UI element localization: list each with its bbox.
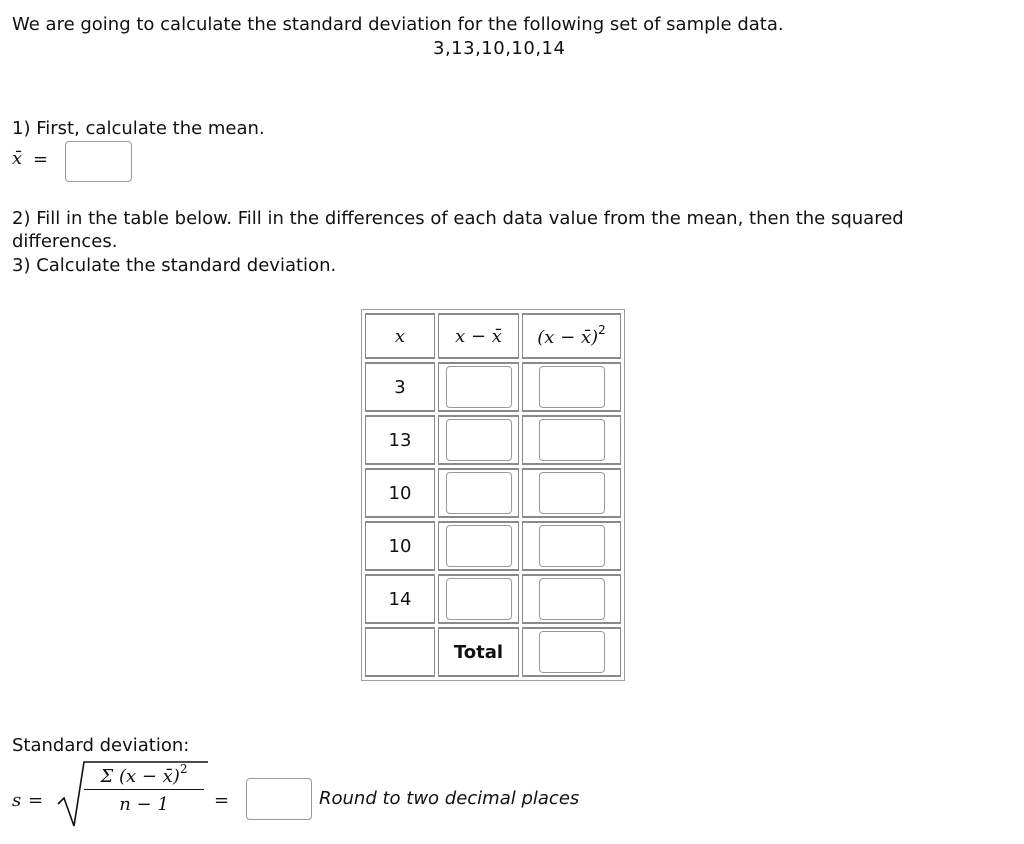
total-cell <box>522 627 621 677</box>
mean-input[interactable] <box>65 141 132 182</box>
table-row <box>365 574 621 624</box>
row-squared-cell <box>522 574 621 624</box>
row-x-value: 14 <box>365 574 435 624</box>
row-squared-cell <box>522 468 621 518</box>
fraction-denominator: n − 1 <box>119 794 169 815</box>
diff-input[interactable] <box>446 472 512 514</box>
table-total-row <box>365 627 621 677</box>
diff-input[interactable] <box>446 578 512 620</box>
std-dev-input[interactable] <box>246 778 312 820</box>
data-values: 3,13,10,10,14 <box>433 38 566 59</box>
diff-input[interactable] <box>446 366 512 408</box>
step1-label: 1) First, calculate the mean. <box>12 118 265 139</box>
row-x-value: 10 <box>365 468 435 518</box>
row-squared-cell <box>522 415 621 465</box>
row-diff-cell <box>438 574 519 624</box>
squared-input[interactable] <box>539 472 605 514</box>
row-x-value: 13 <box>365 415 435 465</box>
sqrt-fraction <box>84 764 204 815</box>
diff-input[interactable] <box>446 525 512 567</box>
row-diff-cell <box>438 521 519 571</box>
header-diff-label: x − x̄ <box>455 325 502 347</box>
total-label: Total <box>438 627 519 677</box>
total-squared-input[interactable] <box>539 631 605 673</box>
header-x <box>365 313 435 359</box>
squared-input[interactable] <box>539 419 605 461</box>
deviation-table <box>361 309 625 681</box>
step2-line1: 2) Fill in the table below. Fill in the differences of each data value from the mean, then the squared <box>12 208 904 229</box>
table-row <box>365 415 621 465</box>
total-empty-cell <box>365 627 435 677</box>
row-x-value: 3 <box>365 362 435 412</box>
std-dev-label: Standard deviation: <box>12 735 190 756</box>
s-equals: = <box>28 790 44 811</box>
row-diff-cell <box>438 362 519 412</box>
table-row <box>365 468 621 518</box>
header-squared-label: (x − x̄) <box>537 326 599 348</box>
row-diff-cell <box>438 415 519 465</box>
row-diff-cell <box>438 468 519 518</box>
header-squared <box>522 313 621 359</box>
s-symbol: s <box>12 790 22 811</box>
header-squared-exponent: 2 <box>598 322 606 337</box>
result-equals: = <box>214 790 230 811</box>
diff-input[interactable] <box>446 419 512 461</box>
table-row <box>365 362 621 412</box>
table-header-row <box>365 313 621 359</box>
header-x-label: x <box>394 325 406 347</box>
mean-symbol: x̄ <box>12 148 23 169</box>
step3-label: 3) Calculate the standard deviation. <box>12 255 337 276</box>
squared-input[interactable] <box>539 525 605 567</box>
fraction-numerator <box>84 764 204 790</box>
intro-text: We are going to calculate the standard deviation for the following set of sample data. <box>12 14 784 35</box>
mean-equals: = <box>33 149 49 170</box>
numerator-text: Σ (x − x̄) <box>100 766 180 787</box>
step2-line2: differences. <box>12 231 118 252</box>
row-x-value: 10 <box>365 521 435 571</box>
row-squared-cell <box>522 521 621 571</box>
header-diff <box>438 313 519 359</box>
round-note: Round to two decimal places <box>319 788 580 809</box>
table-row <box>365 521 621 571</box>
numerator-exponent: 2 <box>179 762 188 776</box>
squared-input[interactable] <box>539 578 605 620</box>
row-squared-cell <box>522 362 621 412</box>
squared-input[interactable] <box>539 366 605 408</box>
